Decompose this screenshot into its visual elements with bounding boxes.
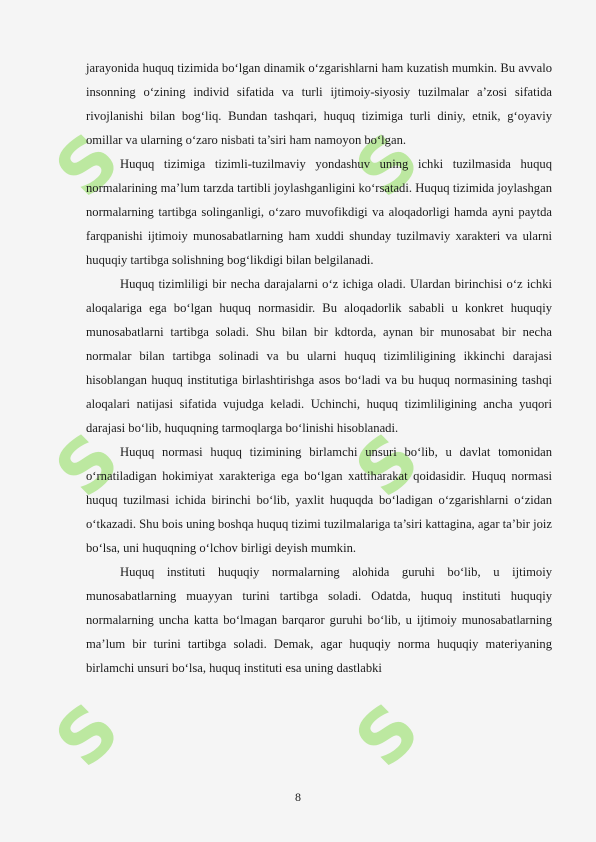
- watermark-logo: S: [339, 681, 441, 783]
- paragraph: Huquq normasi huquq tizimining birlamchi unsuri bo‘lib, u davlat tomonidan o‘rnatiladigan hokimiyat xarakteriga ega bo‘lgan xattiharakat qoidasidir. Huquq normasi huquq tuzilmasi ichida birinchi bo‘lib, yaxlit huquqda bo‘ladigan o‘zgarishlarni o‘zidan o‘tkazadi. Shu bois uning boshqa huquq tizimi tuzilmalariga ta’siri kattagina, agar ta’bir joiz bo‘lsa, uni huquqning o‘lchov birligi deyish mumkin.: [86, 445, 552, 555]
- watermark-logo: S: [39, 681, 141, 783]
- watermark-logo: S: [339, 111, 441, 213]
- body-text: [86, 56, 552, 680]
- page-number: 8: [295, 790, 301, 804]
- watermark-logo: S: [339, 411, 441, 513]
- paragraph: jarayonida huquq tizimida bo‘lgan dinamik o‘zgarishlarni ham kuzatish mumkin. Bu avvalo insonning o‘zining individ sifatida va turli ijtimoiy-siyosiy tuzilmalar a’zosi sifatida rivojlanishi bilan bog‘liq. Bundan tashqari, huquq tizimiga turli diniy, etnik, g‘oyaviy omillar va ularning o‘zaro nisbati ta’siri ham namoyon bo‘lgan.: [86, 61, 552, 147]
- paragraph: Huquq tizimiga tizimli-tuzilmaviy yondashuv uning ichki tuzilmasida huquq normalarining ma’lum tarzda tartibli joylashganligini ko‘rsatadi. Huquq tizimida joylashgan normalarning tartibga solinganligi, o‘zaro muvofikdigi va aloqadorligi hamda ayni paytda farqpanishi ijtimoiy munosabatlarning ham xuddi shunday tuzilmaviy xarakteri va ularni huquqiy tartibga solishning bog‘likdigi bilan belgilanadi.: [86, 157, 552, 267]
- paragraph: Huquq instituti huquqiy normalarning alohida guruhi bo‘lib, u ijtimoiy munosabatlarning muayyan turini tartibga soladi. Odatda, huquq instituti huquqiy normalarning uncha katta bo‘lmagan barqaror guruhi bo‘lib, u ijtimoiy munosabatlarning ma’lum bir turini tartibga soladi. Demak, agar huquqiy norma huquqiy materiyaning birlamchi unsuri bo‘lsa, huquq instituti esa uning dastlabki: [86, 565, 552, 675]
- watermark-logo: S: [39, 111, 141, 213]
- watermark-logo: S: [39, 411, 141, 513]
- paragraph: Huquq tizimliligi bir necha darajalarni o‘z ichiga oladi. Ulardan birinchisi o‘z ichki aloqalariga ega bo‘lgan huquq normasidir. Bu aloqadorlik sababli u konkret huquqiy munosabatlarni tartibga soladi. Shu bilan bir kdtorda, aynan bir munosabat bir necha normalar bilan tartibga solinadi va bu ularni huquq tizimliligining ikkinchi darajasi hisoblangan huquq institutiga birlashtirishga asos bo‘ladi va bu huquq normasining tashqi aloqalari natijasi sifatida vujudga keladi. Uchinchi, huquq tizimliligining ancha yuqori darajasi bo‘lib, huquqning tarmoqlarga bo‘linishi hisoblanadi.: [86, 277, 552, 435]
